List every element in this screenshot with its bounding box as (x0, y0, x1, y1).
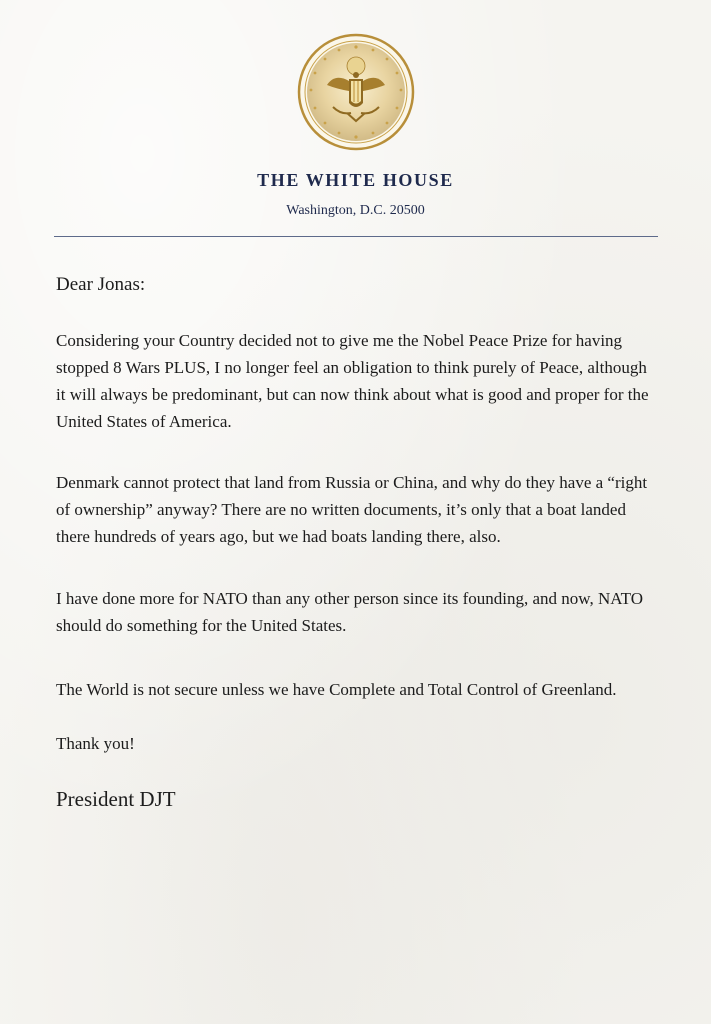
paragraph-4: The World is not secure unless we have Complete and Total Control of Greenland. (56, 680, 617, 699)
salutation: Dear Jonas: (56, 274, 146, 295)
presidential-seal-icon (297, 33, 415, 151)
letterhead-divider (54, 236, 658, 237)
letterhead-address: Washington, D.C. 20500 (286, 203, 425, 218)
paragraph-2: Denmark cannot protect that land from Russia or China, and why do they have a “right of ownership” anyway? There are no written documents, it’s only that a boat landed there hundreds of years ago, but we had boats landing there, also. (56, 473, 648, 546)
closing: Thank you! (56, 734, 135, 753)
paragraph-1: Considering your Country decided not to give me the Nobel Peace Prize for having stopped 8 Wars PLUS, I no longer feel an obligation to think purely of Peace, although it will always be predominant, but can now think about what is good and proper for the United States of America. (56, 331, 649, 431)
signature: President DJT (56, 787, 176, 811)
letterhead-title: THE WHITE HOUSE (257, 170, 454, 190)
paragraph-3: I have done more for NATO than any other person since its founding, and now, NATO should do something for the United States. (56, 589, 644, 635)
